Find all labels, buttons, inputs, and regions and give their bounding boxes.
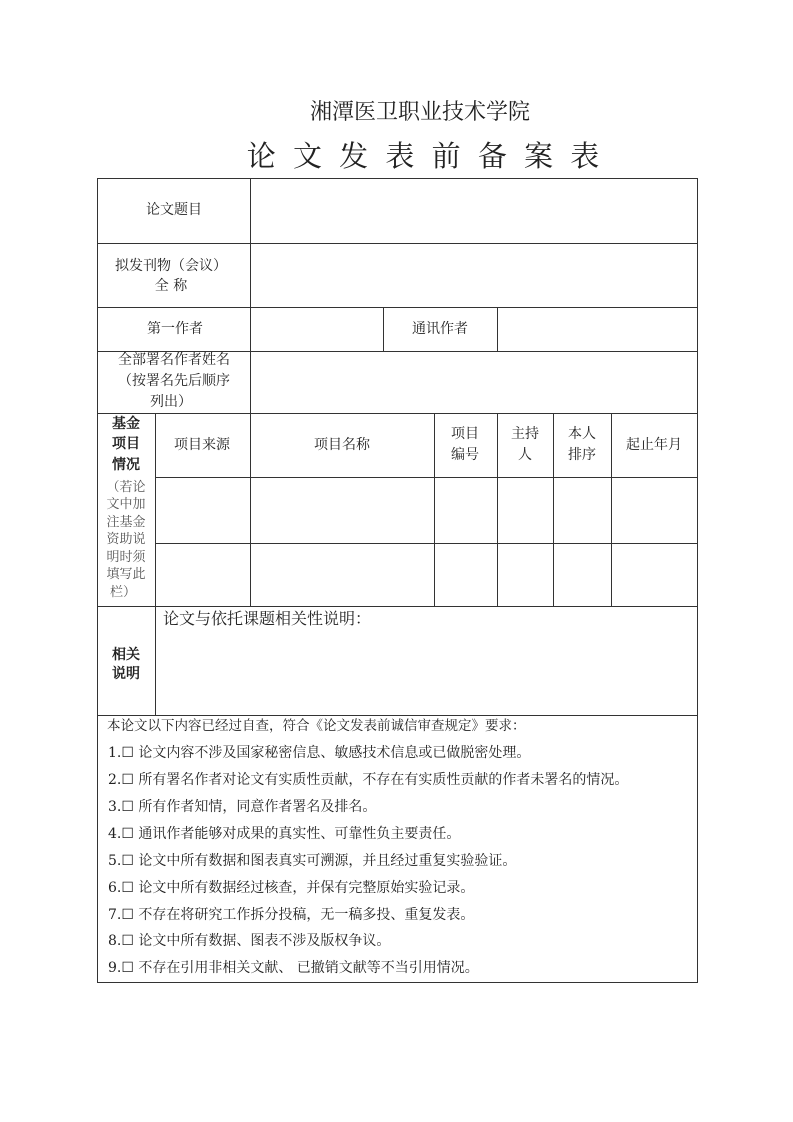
first-author-field[interactable] [251, 308, 383, 351]
corresponding-author-label: 通讯作者 [412, 321, 468, 337]
fund-note: 文中加 [106, 497, 146, 512]
col-name: 项目名称 [314, 437, 370, 453]
paper-title-field[interactable] [251, 179, 697, 243]
checklist-item[interactable]: 3.☐ 所有作者知情，同意作者署名及排名。 [108, 799, 377, 815]
all-authors-field[interactable] [251, 352, 697, 413]
page-title: 论 文 发 表 前 备 案 表 [246, 139, 604, 173]
col-host: 人 [518, 447, 532, 463]
col-host: 主持 [511, 426, 539, 442]
checklist-item[interactable]: 4.☐ 通讯作者能够对成果的真实性、可靠性负主要责任。 [108, 826, 461, 842]
first-author-label: 第一作者 [147, 321, 203, 337]
col-number: 项目 [451, 426, 479, 442]
col-rank: 本人 [568, 426, 596, 442]
checklist-item[interactable]: 8.☐ 论文中所有数据、图表不涉及版权争议。 [108, 933, 391, 949]
col-rank: 排序 [568, 447, 596, 463]
checklist-item[interactable]: 5.☐ 论文中所有数据和图表真实可溯源，并且经过重复实验验证。 [108, 853, 517, 869]
col-number: 编号 [451, 447, 479, 463]
journal-field[interactable] [251, 244, 697, 307]
journal-label-2: 全 称 [154, 278, 188, 294]
relevance-label: 说明 [112, 666, 140, 682]
col-source: 项目来源 [174, 437, 230, 453]
fund-label: 基金 [112, 416, 140, 432]
fund-note: 明时须 [106, 550, 146, 565]
checklist-item[interactable]: 1.☐ 论文内容不涉及国家秘密信息、敏感技术信息或已做脱密处理。 [108, 745, 531, 761]
relevance-label: 相关 [112, 647, 140, 663]
relevance-prompt: 论文与依托课题相关性说明： [163, 609, 372, 628]
checklist-item[interactable]: 7.☐ 不存在将研究工作拆分投稿，无一稿多投、重复发表。 [108, 907, 475, 923]
fund-label: 项目 [112, 436, 140, 452]
fund-note: 资助说 [106, 532, 146, 547]
checklist-intro: 本论文以下内容已经过自查，符合《论文发表前诚信审查规定》要求： [107, 718, 526, 734]
all-authors-label: 全部署名作者姓名 [118, 352, 230, 368]
all-authors-label-2: （按署名先后顺序 [118, 373, 230, 389]
relevance-field[interactable] [156, 630, 697, 715]
fund-note: 填写此 [106, 567, 146, 582]
checklist-item[interactable]: 6.☐ 论文中所有数据经过核查，并保有完整原始实验记录。 [108, 880, 475, 896]
checklist-item[interactable]: 2.☐ 所有署名作者对论文有实质性贡献，不存在有实质性贡献的作者未署名的情况。 [108, 772, 629, 788]
fund-note: 栏） [109, 585, 137, 600]
fund-note: （若论 [106, 480, 146, 495]
col-period: 起止年月 [626, 437, 682, 453]
paper-title-label: 论文题目 [146, 202, 202, 218]
journal-label: 拟发刊物（会议） [115, 258, 227, 274]
school-name: 湘潭医卫职业技术学院 [309, 100, 531, 125]
corresponding-author-field[interactable] [498, 308, 697, 351]
fund-note: 注基金 [106, 515, 146, 530]
checklist-item[interactable]: 9.☐ 不存在引用非相关文献、 已撤销文献等不当引用情况。 [108, 960, 479, 976]
fund-label: 情况 [112, 457, 140, 473]
all-authors-label-3: 列出） [150, 394, 192, 410]
